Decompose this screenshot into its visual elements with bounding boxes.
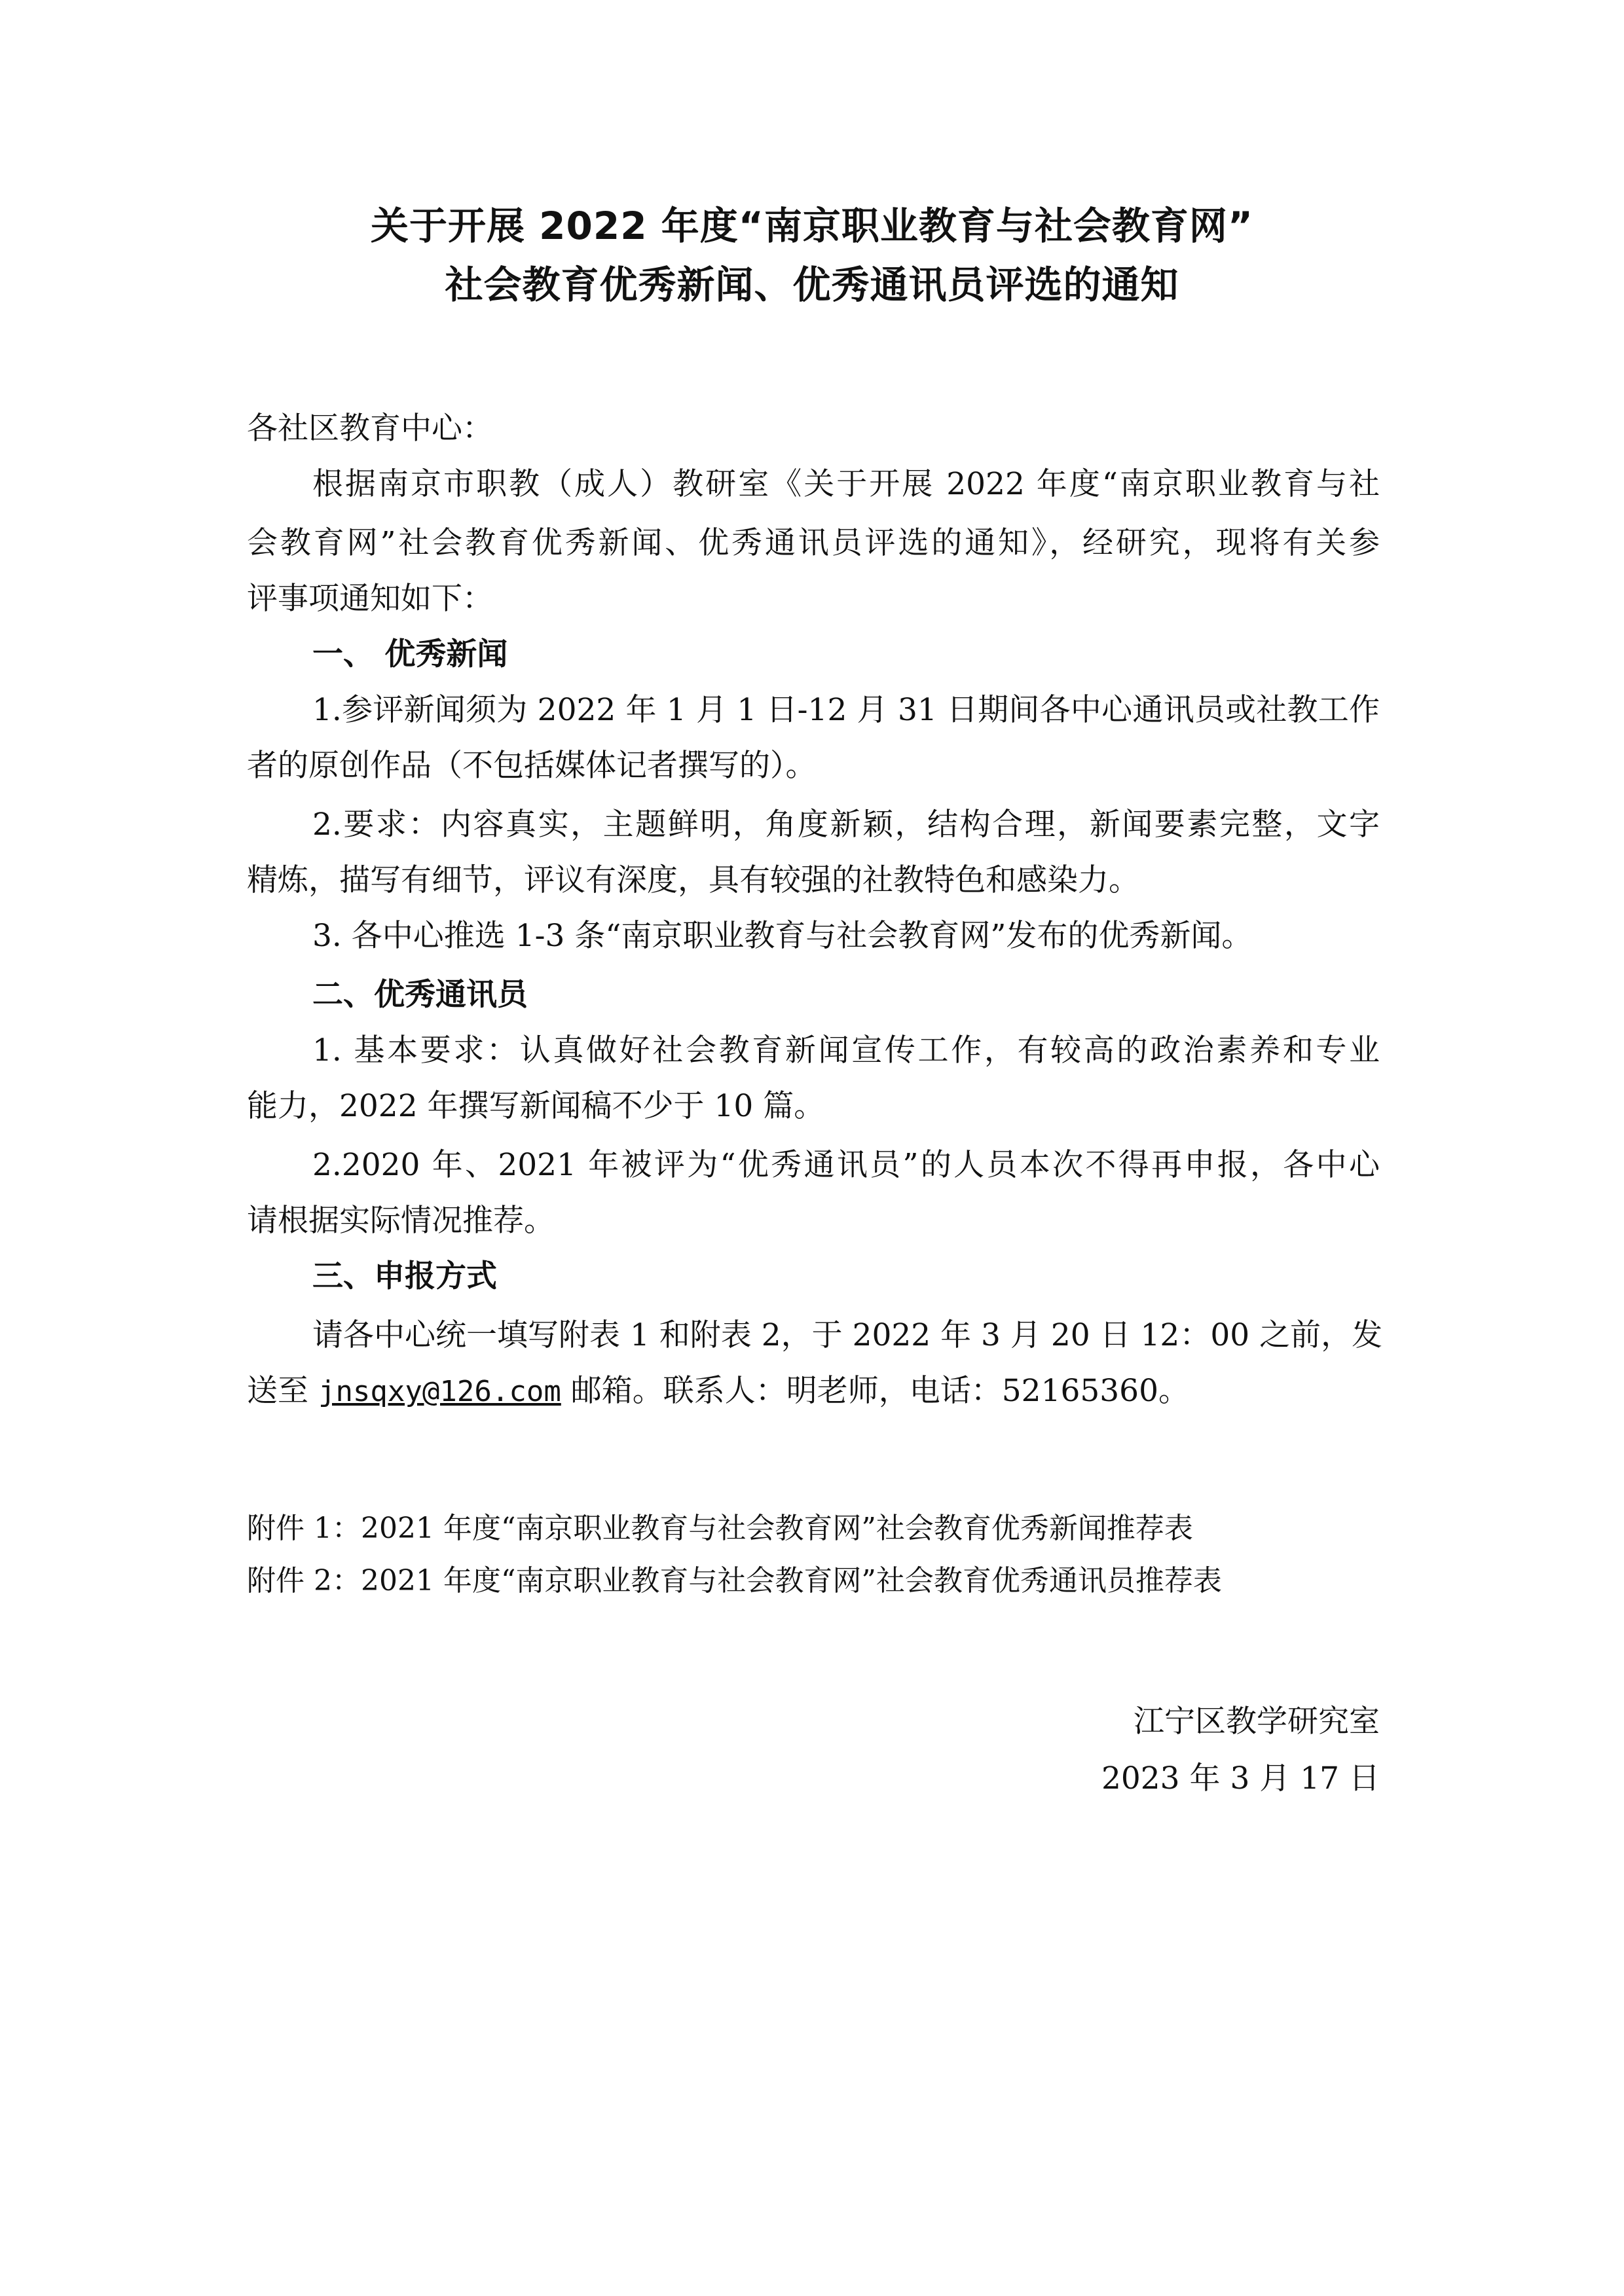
intro-line1: 根据南京市职教（成人）教研室《关于开展 2022 年度“南京职业教育与社 xyxy=(312,466,1380,502)
section1-item1-line2: 者的原创作品（不包括媒体记者撰写的）。 xyxy=(247,748,817,784)
section1-heading: 一、 优秀新闻 xyxy=(312,636,508,672)
attachment-1: 附件 1：2021 年度“南京职业教育与社会教育网”社会教育优秀新闻推荐表 xyxy=(247,1512,1193,1545)
section3-heading: 三、申报方式 xyxy=(312,1258,497,1294)
attachment-2: 附件 2：2021 年度“南京职业教育与社会教育网”社会教育优秀通讯员推荐表 xyxy=(247,1564,1222,1597)
section3-line2 xyxy=(247,1362,1189,1421)
intro-line3: 评事项通知如下： xyxy=(247,581,493,617)
section2-item2-line1: 2.2020 年、2021 年被评为“优秀通讯员”的人员本次不得再申报，各中心 xyxy=(312,1147,1380,1183)
section3-line2-prefix: 送至 xyxy=(247,1373,318,1409)
contact-email-link[interactable]: jnsqxy@126.com xyxy=(318,1375,561,1408)
section2-item1-line2: 能力，2022 年撰写新闻稿不少于 10 篇。 xyxy=(247,1088,825,1124)
section1-item3: 3. 各中心推选 1-3 条“南京职业教育与社会教育网”发布的优秀新闻。 xyxy=(312,918,1253,954)
section2-item2-line2: 请根据实际情况推荐。 xyxy=(247,1203,555,1239)
section1-item2-line1: 2.要求：内容真实，主题鲜明，角度新颖，结构合理，新闻要素完整，文字 xyxy=(312,807,1380,843)
section1-item2-line2: 精炼，描写有细节，评议有深度，具有较强的社教特色和感染力。 xyxy=(247,862,1139,898)
section2-item1-line1: 1. 基本要求：认真做好社会教育新闻宣传工作，有较高的政治素养和专业 xyxy=(312,1032,1380,1068)
section3-line2-suffix: 邮箱。联系人：明老师，电话：52165360。 xyxy=(561,1373,1189,1409)
section1-item1-line1: 1.参评新闻须为 2022 年 1 月 1 日-12 月 31 日期间各中心通讯员或社教工作 xyxy=(312,692,1380,728)
salutation: 各社区教育中心： xyxy=(247,410,493,446)
section2-heading: 二、优秀通讯员 xyxy=(312,977,528,1013)
signature-date: 2023 年 3 月 17 日 xyxy=(1101,1760,1380,1796)
document-title-line2: 社会教育优秀新闻、优秀通讯员评选的通知 xyxy=(445,263,1179,307)
signature-org: 江宁区教学研究室 xyxy=(1134,1704,1380,1740)
document-title-line1: 关于开展 2022 年度“南京职业教育与社会教育网” xyxy=(370,204,1254,248)
intro-line2: 会教育网”社会教育优秀新闻、优秀通讯员评选的通知》，经研究，现将有关参 xyxy=(247,525,1380,561)
section3-line1: 请各中心统一填写附表 1 和附表 2，于 2022 年 3 月 20 日 12：00 之前，发 xyxy=(312,1317,1383,1353)
